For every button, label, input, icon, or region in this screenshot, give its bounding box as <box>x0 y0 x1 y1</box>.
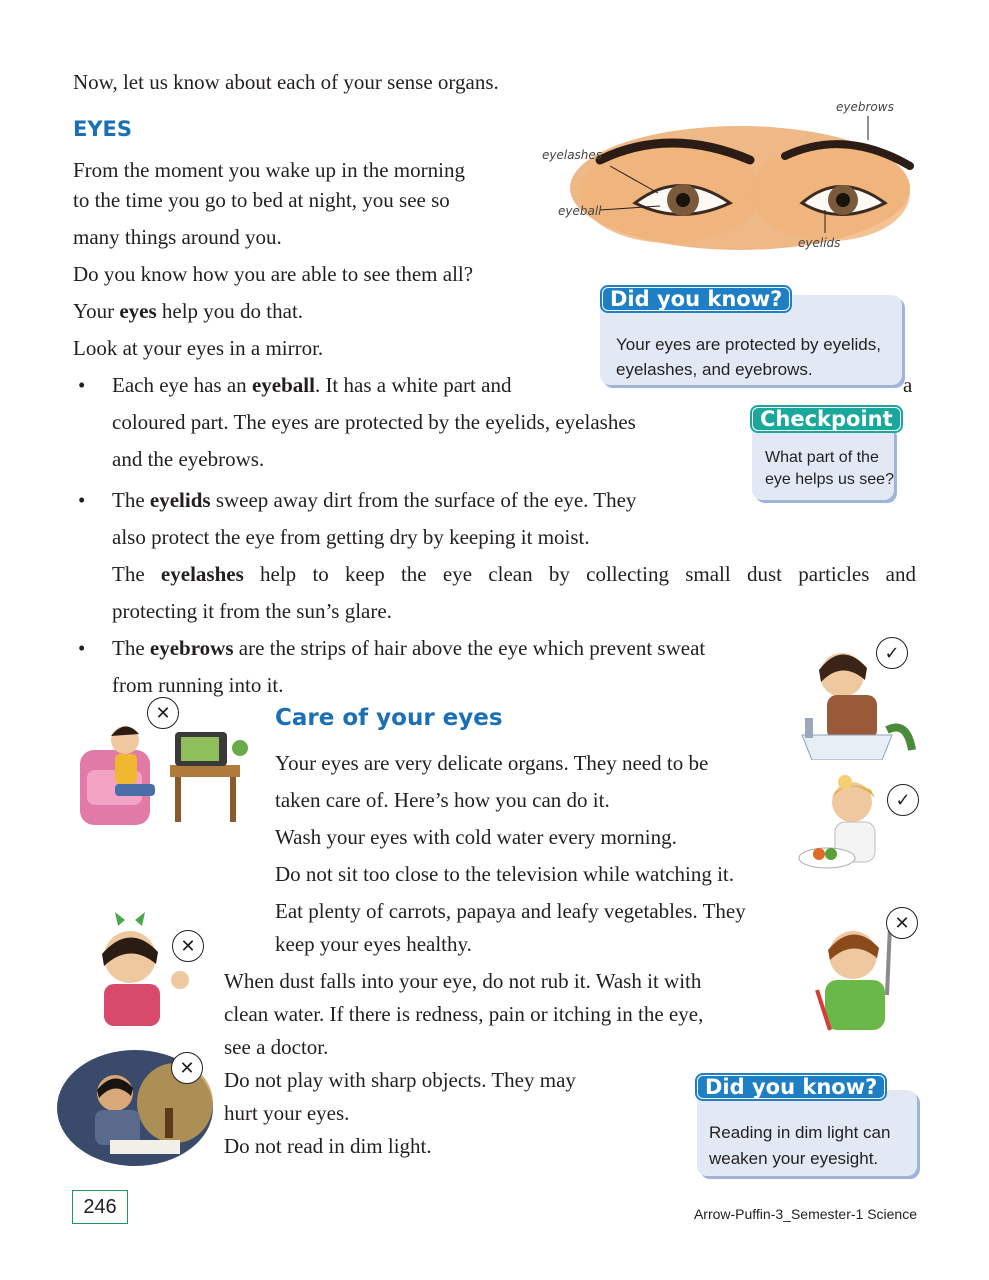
bullet-3-line2: from running into it. <box>112 673 284 697</box>
bullet-1-line2: coloured part. The eyes are protected by the eyelids, eyelashes <box>112 410 636 434</box>
eyes-help-line: Your eyes help you do that. <box>73 299 304 323</box>
care-line10: Do not play with sharp objects. They may <box>224 1068 576 1092</box>
care-line9: see a doctor. <box>224 1035 329 1059</box>
tick-mark-icon-2: ✓ <box>887 784 919 816</box>
bullet-2-line1: The eyelids sweep away dirt from the surface of the eye. They <box>112 488 637 512</box>
did-you-know-1-line2: eyelashes, and eyebrows. <box>616 360 813 379</box>
bullet-3: • <box>78 636 86 660</box>
eyes-para-line3: many things around you. <box>73 225 282 249</box>
page-number: 246 <box>72 1190 128 1224</box>
bullet-1: • <box>78 373 86 397</box>
intro-text: Now, let us know about each of your sense organs. <box>73 70 499 94</box>
label-eyeball: eyeball <box>558 204 602 218</box>
did-you-know-2-line1: Reading in dim light can <box>709 1123 891 1142</box>
cross-mark-icon-2: ✕ <box>172 930 204 962</box>
eyes-para-line2: to the time you go to bed at night, you see so <box>73 188 450 212</box>
checkpoint-tab: Checkpoint <box>750 405 903 433</box>
bullet-1-line3: and the eyebrows. <box>112 447 265 471</box>
label-eyelashes: eyelashes <box>542 148 603 162</box>
bullet-2-line4: protecting it from the sun’s glare. <box>112 599 392 623</box>
care-line5: Eat plenty of carrots, papaya and leafy vegetables. They <box>275 899 746 923</box>
did-you-know-2-line2: weaken your eyesight. <box>709 1149 879 1168</box>
bullet-2-line2: also protect the eye from getting dry by keeping it moist. <box>112 525 590 549</box>
did-you-know-tab-2: Did you know? <box>695 1073 887 1101</box>
did-you-know-1-line1: Your eyes are protected by eyelids, <box>616 335 881 354</box>
eyes-para-line1: From the moment you wake up in the morning <box>73 158 465 182</box>
footer-book-title: Arrow-Puffin-3_Semester-1 Science <box>693 1206 917 1222</box>
did-you-know-tab-1: Did you know? <box>600 285 792 313</box>
label-eyebrows: eyebrows <box>836 100 894 114</box>
eyes-question: Do you know how you are able to see them all? <box>73 262 474 286</box>
care-line3: Wash your eyes with cold water every morning. <box>275 825 677 849</box>
eyes-mirror-line: Look at your eyes in a mirror. <box>73 336 324 360</box>
care-line12: Do not read in dim light. <box>224 1134 432 1158</box>
care-line4: Do not sit too close to the television while watching it. <box>275 862 735 886</box>
checkpoint-line1: What part of the <box>765 449 879 466</box>
eyes-illustration <box>540 98 920 258</box>
care-heading: Care of your eyes <box>275 705 503 731</box>
cross-mark-icon-4: ✕ <box>171 1052 203 1084</box>
eyes-heading: EYES <box>73 117 133 141</box>
cross-mark-icon: ✕ <box>147 697 179 729</box>
label-eyelids: eyelids <box>798 236 841 250</box>
care-line7: When dust falls into your eye, do not rub it. Wash it with <box>224 969 702 993</box>
cross-mark-icon-3: ✕ <box>886 907 918 939</box>
care-line1: Your eyes are very delicate organs. They need to be <box>275 751 709 775</box>
care-line2: taken care of. Here’s how you can do it. <box>275 788 610 812</box>
bullet-2-line3: The eyelashes help to keep the eye clean by collecting small dust particles and <box>112 562 916 586</box>
girl-eating-vegetables-illustration <box>797 770 897 875</box>
checkpoint-line2: eye helps us see? <box>765 471 894 488</box>
eye-diagram <box>540 98 920 258</box>
bullet-1-a: a <box>903 373 913 397</box>
bullet-3-line1: The eyebrows are the strips of hair above the eye which prevent sweat <box>112 636 706 660</box>
care-line6: keep your eyes healthy. <box>275 932 472 956</box>
care-line11: hurt your eyes. <box>224 1101 350 1125</box>
tick-mark-icon: ✓ <box>876 637 908 669</box>
bullet-2: • <box>78 488 86 512</box>
care-line8: clean water. If there is redness, pain or itching in the eye, <box>224 1002 704 1026</box>
bullet-1-line1: Each eye has an eyeball. It has a white part and <box>112 373 512 397</box>
